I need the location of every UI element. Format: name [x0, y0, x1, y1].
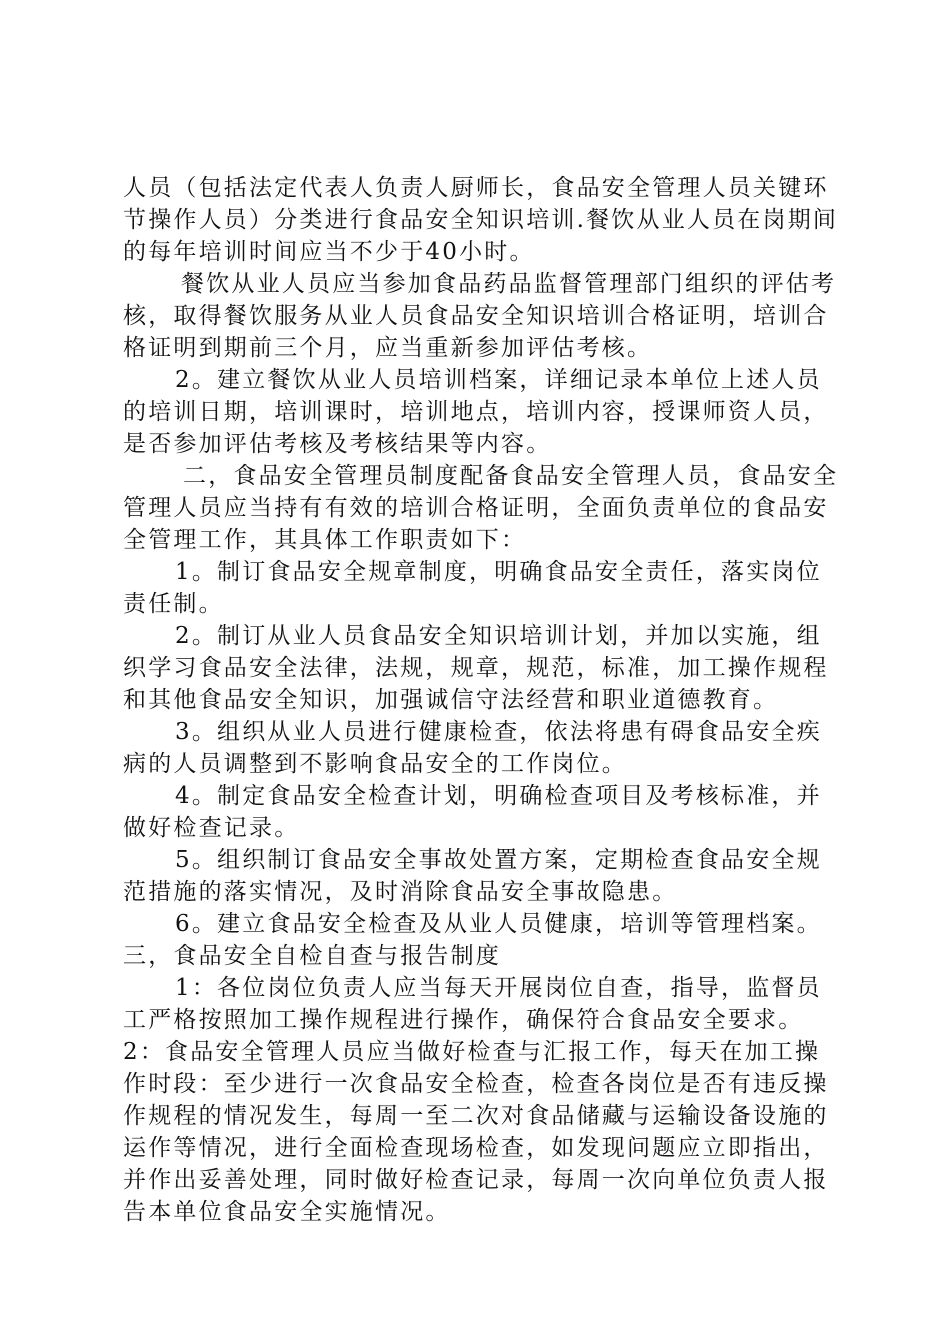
- paragraph-duty-5: 5。组织制订食品安全事故处置方案，定期检查食品安全规范措施的落实情况，及时消除食品安全事故隐患。: [123, 847, 822, 905]
- paragraph-duty-6: 6。建立食品安全检查及从业人员健康，培训等管理档案。: [175, 911, 822, 937]
- paragraph-self-inspection-1: 1：各位岗位负责人应当每天开展岗位自查，指导，监督员工严格按照加工操作规程进行操作，确保符合食品安全要求。: [123, 975, 822, 1033]
- paragraph-training-scope: 人员（包括法定代表人负责人厨师长，食品安全管理人员关键环节操作人员）分类进行食品安全知识培训.餐饮从业人员在岗期间的每年培训时间应当不少于40小时。: [123, 175, 839, 265]
- paragraph-duty-3: 3。组织从业人员进行健康检查，依法将患有碍食品安全疾病的人员调整到不影响食品安全的工作岗位。: [123, 719, 822, 777]
- paragraph-self-inspection-2: 2：食品安全管理人员应当做好检查与汇报工作，每天在加工操作时段：至少进行一次食品安全检查，检查各岗位是否有违反操作规程的情况发生，每周一至二次对食品储藏与运输设备设施的运作等情况，进行全面检查现场检查，如发现问题应立即指出，并作出妥善处理，同时做好检查记录，每周一次向单位负责人报告本单位食品安全实施情况。: [123, 1039, 829, 1225]
- paragraph-training-records: 2。建立餐饮从业人员培训档案，详细记录本单位上述人员的培训日期，培训课时，培训地点，培训内容，授课师资人员，是否参加评估考核及考核结果等内容。: [123, 367, 829, 457]
- document-body: [123, 172, 843, 1228]
- paragraph-duty-1: 1。制订食品安全规章制度，明确食品安全责任，落实岗位责任制。: [123, 559, 822, 617]
- paragraph-duty-2: 2。制订从业人员食品安全知识培训计划，并加以实施，组织学习食品安全法律，法规，规章，规范，标准，加工操作规程和其他食品安全知识，加强诚信守法经营和职业道德教育。: [123, 623, 829, 713]
- paragraph-duty-4: 4。制定食品安全检查计划，明确检查项目及考核标准，并做好检查记录。: [123, 783, 822, 841]
- paragraph-assessment: 餐饮从业人员应当参加食品药品监督管理部门组织的评估考核，取得餐饮服务从业人员食品安全知识培训合格证明，培训合格证明到期前三个月，应当重新参加评估考核。: [123, 271, 837, 361]
- section-heading-self-inspection: 三，食品安全自检自查与报告制度: [123, 943, 501, 969]
- paragraph-safety-manager-system: 二，食品安全管理员制度配备食品安全管理人员，食品安全管理人员应当持有有效的培训合格证明，全面负责单位的食品安全管理工作，其具体工作职责如下：: [123, 463, 839, 553]
